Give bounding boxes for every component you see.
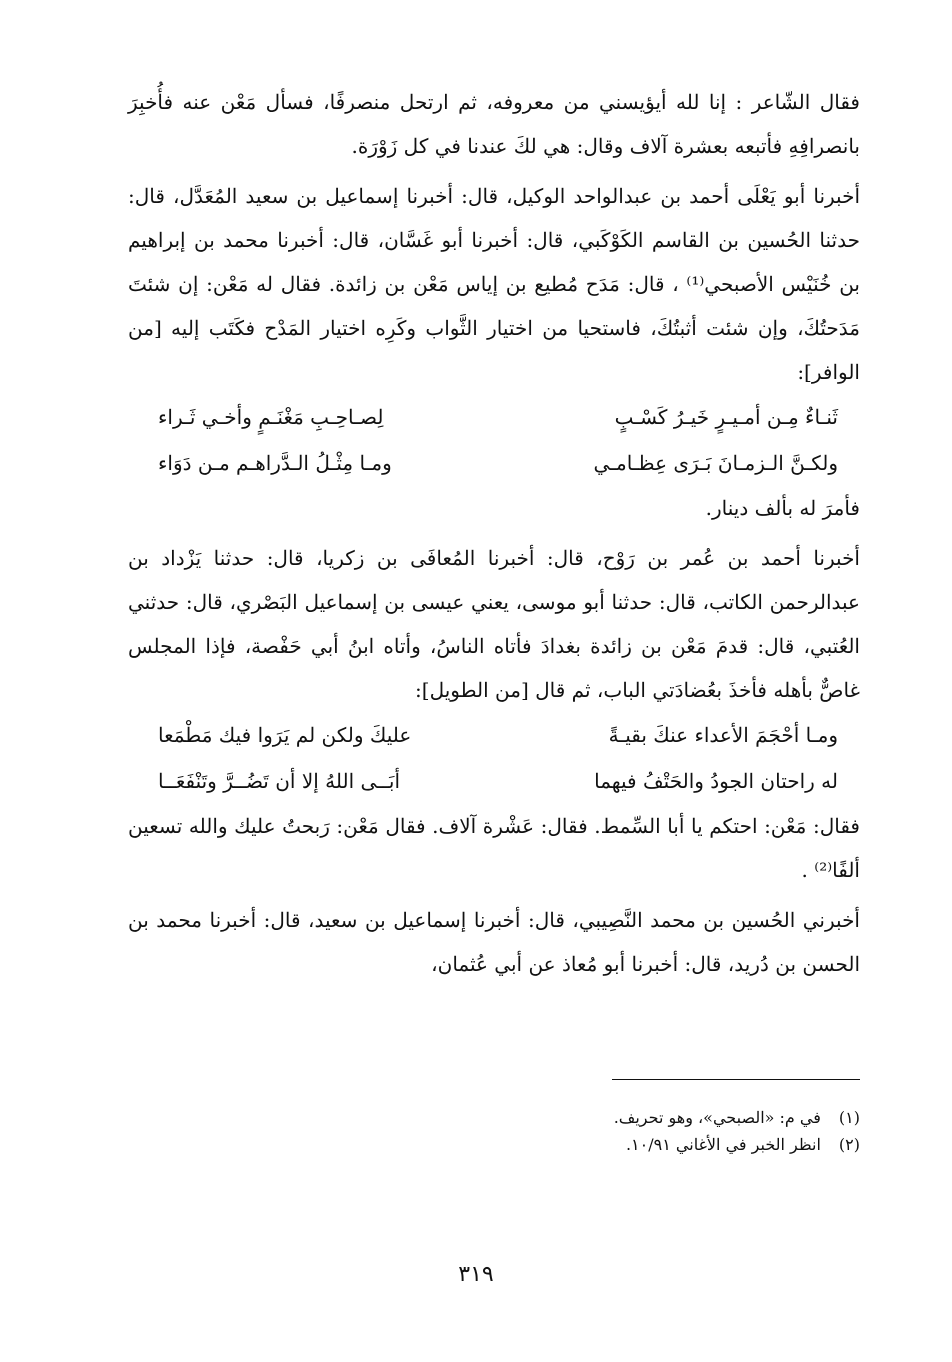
footnote-1 xyxy=(400,1104,860,1131)
verse-first-hemistich: ثَنـاءٌ مِـن أمـيـرٍ خَيـرُ كَسْـبٍ xyxy=(614,405,838,429)
verse-tawil-1 xyxy=(128,712,860,758)
verse-wafir-1 xyxy=(128,394,860,440)
paragraph-2: أخبرنا أبو يَعْلَى أحمد بن عبدالواحد الوكيل، قال: أخبرنا إسماعيل بن سعيد المُعَدَّل، قال: حدثنا الحُسين بن القاسم الكَوْكَبي، قال: أخبرنا أبو غَسَّان، قال: أخبرنا محمد بن إبراهيم بن خُنَيْس الأصبحي⁽¹⁾ ، قال: مَدَح مُطيع بن إياس مَعْن بن زائدة. فقال له مَعْن: إن شئتَ مَدَحتُكَ، وإن شئت أثبتُكَ، فاستحيا من اختيار الثَّواب وكَرِه اختيار المَدْح فكَتَب إليه [من الوافر]: xyxy=(128,184,860,384)
verse-first-hemistich: ولكـنَّ الـزمـانَ بَـرَى عِظـامـي xyxy=(593,451,838,475)
footnote-text: في م: «الصبحي»، وهو تحريف. xyxy=(613,1108,821,1127)
footnote-text: انظر الخبر في الأغاني ١٠/٩١. xyxy=(625,1135,821,1154)
paragraph-1: فقال الشّاعر : إنا لله أيؤيسني من معروفه، ثم ارتحل منصرفًا، فسأل مَعْن عنه فأُخبِرَ بانصرافِهِ فأتبعه بعشرة آلاف وقال: هي لكَ عندنا في كل زَوْرَة. xyxy=(128,90,860,158)
footnote-2 xyxy=(400,1131,860,1158)
footnotes xyxy=(400,1104,860,1158)
footnote-number: (٢) xyxy=(838,1135,860,1154)
footnote-separator xyxy=(612,1079,860,1080)
paragraph-5: فقال: مَعْن: احتكم يا أبا السِّمط. فقال: عَشْرة آلاف. فقال مَعْن: رَبحتُ عليك والله تسعين ألفًا⁽²⁾ . xyxy=(128,814,860,882)
verse-second-hemistich: عليكَ ولكن لم يَرَوا فيك مَطْمَعا xyxy=(158,723,412,747)
verse-second-hemistich: لِصـاحِـبِ مَغْنَـمٍ وأخـي ثَـراء xyxy=(158,405,384,429)
page-number: ٣١٩ xyxy=(458,1262,494,1287)
verse-wafir-2 xyxy=(128,440,860,486)
verse-first-hemistich: ومـا أحْجَمَ الأعداء عنكَ بقيـةً xyxy=(608,723,838,747)
paragraph-6: أخبرني الحُسين بن محمد النَّصِيبي، قال: أخبرنا إسماعيل بن سعيد، قال: أخبرنا محمد بن الحسن بن دُريد، قال: أخبرنا أبو مُعاذ عن أبي عُثمان، xyxy=(128,908,860,976)
paragraph-3: فأمرَ له بألف دينار. xyxy=(705,496,860,520)
verse-tawil-2 xyxy=(128,758,860,804)
verse-second-hemistich: ومـا مِثْـلُ الـدَّراهـم مـن دَوَاء xyxy=(158,451,392,475)
main-text xyxy=(128,80,860,986)
footnote-number: (١) xyxy=(838,1108,860,1127)
verse-second-hemistich: أبَــى اللهُ إلا أن تَضُــرَّ وتَنْفَعَــا xyxy=(158,769,401,793)
verse-first-hemistich: له راحتان الجودُ والحَتْفُ فيهما xyxy=(594,769,838,793)
paragraph-4: أخبرنا أحمد بن عُمر بن رَوْح، قال: أخبرنا المُعافَى بن زكريا، قال: حدثنا يَزْداد بن عبدالرحمن الكاتب، قال: حدثنا أبو موسى، يعني عيسى بن إسماعيل البَصْري، قال: حدثني العُتبي، قال: قدمَ مَعْن بن زائدة بغدادَ فأتاه الناسُ، وأتاه ابنُ أبي حَفْصة، فإذا المجلس غاصٌّ بأهله فأخذَ بعُضادَتي الباب، ثم قال [من الطويل]: xyxy=(128,546,860,702)
